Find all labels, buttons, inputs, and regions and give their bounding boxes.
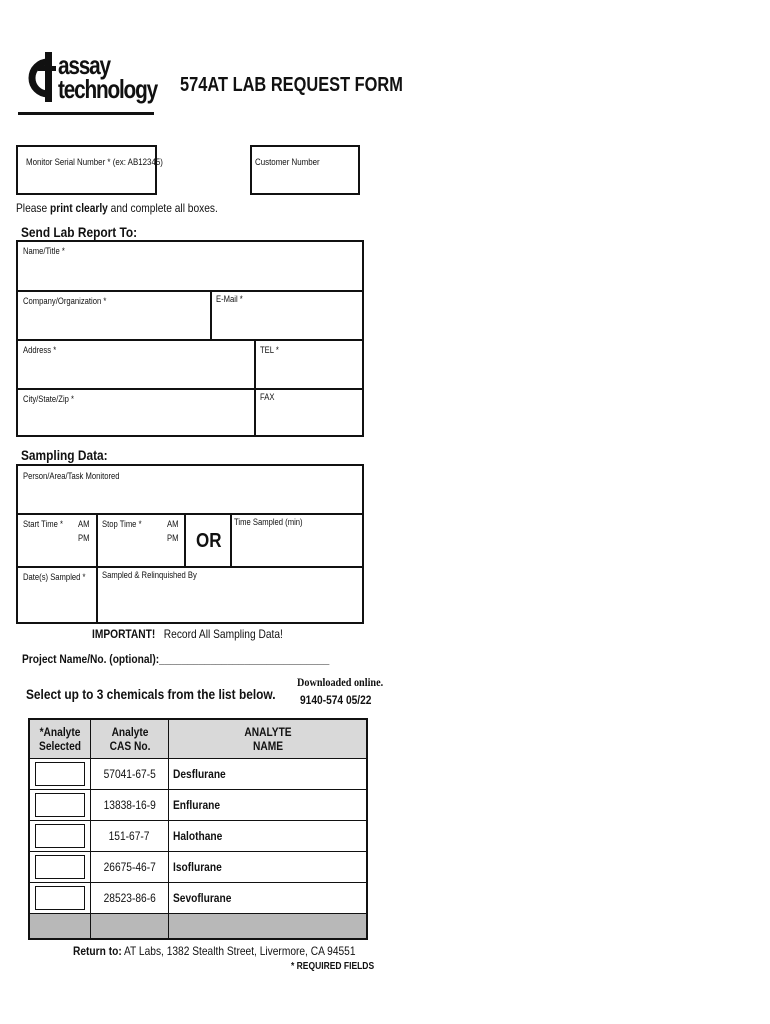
sampling-heading: Sampling Data: [21,447,108,463]
start-time-field[interactable] [18,514,96,566]
cas-cell [91,852,169,883]
analyte-name: Enflurane [173,798,221,812]
monitor-serial-label: Monitor Serial Number * (ex: AB12345) [26,157,163,167]
important-bold: IMPORTANT! [92,627,156,641]
form-title: 574AT LAB REQUEST FORM [180,74,403,96]
return-address [73,944,356,958]
fax-label: FAX [260,392,275,402]
dates-sampled-field[interactable] [18,567,96,622]
name-title-field[interactable] [18,242,362,290]
project-name-field[interactable]: Project Name/No. (optional):______________________________ [22,652,330,666]
col-analyte-selected-label: *Analyte Selected [39,725,81,753]
col-cas-no [91,719,169,759]
select-cell [29,790,91,821]
time-sampled-field[interactable] [232,514,362,566]
select-cell [29,821,91,852]
person-area-label: Person/Area/Task Monitored [23,471,120,481]
col-analyte-name-label: ANALYTE NAME [243,725,292,753]
cas-value: 26675-46-7 [103,860,156,874]
table-row [29,790,367,821]
select-checkbox[interactable] [35,886,85,910]
city-state-zip-label: City/State/Zip * [23,394,75,404]
important-note [92,627,283,641]
customer-number-label: Customer Number [255,157,320,167]
logo-mark-icon [18,48,58,108]
cas-value: 28523-86-6 [103,891,156,905]
stop-am-label: AM [167,519,179,529]
cas-cell [91,759,169,790]
table-row [29,852,367,883]
select-checkbox[interactable] [35,793,85,817]
divider [184,513,186,567]
col-analyte-selected [29,719,91,759]
analyte-name: Halothane [173,829,223,843]
name-cell [169,790,368,821]
customer-number-field[interactable] [250,145,360,195]
instructions-text [16,201,218,215]
name-cell [169,852,368,883]
name-cell [169,883,368,914]
company-logo [18,48,158,118]
name-cell [169,759,368,790]
person-area-field[interactable] [18,466,362,513]
name-cell [169,821,368,852]
tel-label: TEL * [260,345,279,355]
sampled-by-field[interactable] [98,567,362,622]
table-row [29,883,367,914]
tel-field[interactable] [256,340,362,388]
logo-word-technology: technology [58,74,157,104]
sampled-by-label: Sampled & Relinquished By [102,570,197,580]
instructions-suffix: and complete all boxes. [107,201,218,215]
cas-cell [91,821,169,852]
address-label: Address * [23,345,57,355]
blank-cell [169,914,368,940]
or-label: OR [196,530,222,552]
email-field[interactable] [212,291,362,339]
return-text: AT Labs, 1382 Stealth Street, Livermore, CA 94551 [121,944,356,958]
select-checkbox[interactable] [35,824,85,848]
email-label: E-Mail * [216,294,243,304]
cas-value: 57041-67-5 [103,767,156,781]
col-cas-no-label: Analyte CAS No. [109,725,150,753]
logo-underline [18,112,154,115]
send-report-heading: Send Lab Report To: [21,224,138,240]
downloaded-note: Downloaded online. [297,675,384,689]
select-cell [29,852,91,883]
instructions-prefix: Please [16,201,51,215]
stop-time-label: Stop Time * [102,519,142,529]
select-checkbox[interactable] [35,855,85,879]
company-field[interactable] [18,291,210,339]
blank-cell [91,914,169,940]
select-checkbox[interactable] [35,762,85,786]
return-label: Return to: [73,944,122,958]
city-state-zip-field[interactable] [18,389,254,435]
select-cell [29,759,91,790]
company-label: Company/Organization * [23,296,107,306]
time-sampled-label: Time Sampled (min) [234,517,303,527]
analyte-name: Sevoflurane [173,891,232,905]
table-row-blank [29,914,367,940]
cas-cell [91,790,169,821]
instructions-bold: print clearly [50,201,108,215]
start-pm-label: PM [78,533,90,543]
select-prompt: Select up to 3 chemicals from the list below. [26,686,276,702]
table-row [29,759,367,790]
cas-value: 13838-16-9 [103,798,156,812]
cas-cell [91,883,169,914]
send-report-box [16,240,364,437]
select-cell [29,883,91,914]
name-title-label: Name/Title * [23,246,65,256]
col-analyte-name [169,719,368,759]
important-text: Record All Sampling Data! [163,627,283,641]
table-header-row [29,719,367,759]
analyte-name: Isoflurane [173,860,222,874]
stop-time-field[interactable] [98,514,184,566]
required-fields-note: * REQUIRED FIELDS [291,961,375,972]
logo-word-assay: assay [58,50,110,80]
sampling-box [16,464,364,624]
stop-pm-label: PM [167,533,179,543]
analyte-name: Desflurane [173,767,226,781]
start-time-label: Start Time * [23,519,63,529]
monitor-serial-field[interactable] [16,145,163,195]
cas-value: 151-67-7 [109,829,150,843]
form-code: 9140-574 05/22 [300,693,372,707]
fax-field[interactable] [256,389,362,435]
dates-sampled-label: Date(s) Sampled * [23,572,86,582]
start-am-label: AM [78,519,90,529]
analyte-table [28,718,368,940]
address-field[interactable] [18,340,254,388]
blank-cell [29,914,91,940]
table-row [29,821,367,852]
